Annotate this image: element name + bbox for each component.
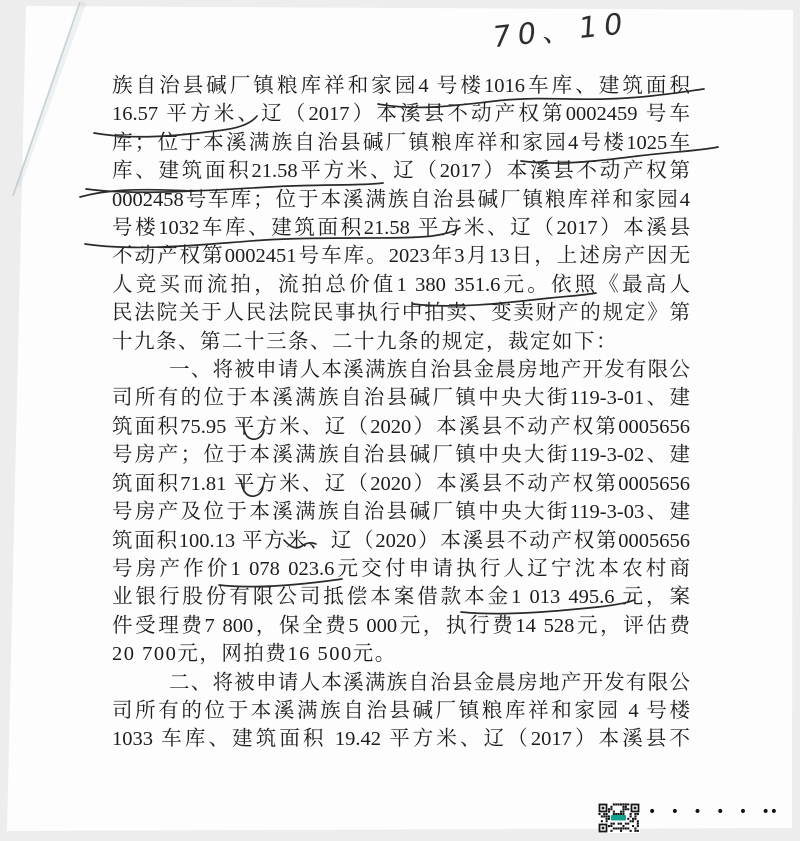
text-line: 件受理费7 800，保全费5 000元，执行费14 528元，评估费 — [112, 614, 690, 637]
text-line: 号房产及位于本溪满族自治县碱厂镇中央大街119-3-03、建 — [112, 501, 690, 524]
text-line: 人竞买而流拍，流拍总价值1 380 351.6元。依照《最高人 — [112, 273, 690, 296]
qr-center-logo — [611, 815, 626, 821]
text-line: 筑面积75.95 平方米、辽（2020）本溪县不动产权第0005656 — [112, 415, 690, 438]
dot-row: • • • • • •• — [648, 804, 779, 820]
text-line: 二、将被申请人本溪满族自治县金晨房地产开发有限公 — [169, 671, 690, 694]
text-line: 1033 车库、建筑面积 19.42 平方米、辽（2017）本溪县不 — [112, 728, 690, 751]
text-line: 业银行股份有限公司抵偿本案借款本金1 013 495.6 元，案 — [112, 586, 690, 609]
text-line: 族自治县碱厂镇粮库祥和家园4 号楼1016车库、建筑面积 — [112, 75, 690, 97]
text-line: 不动产权第0002451号车库。2023年3月13日，上述房产因无 — [112, 245, 690, 268]
text-line: 筑面积71.81 平方米、辽（2020）本溪县不动产权第0005656 — [112, 472, 690, 495]
text-line: 十九条、第二十三条、二十九条的规定，裁定如下： — [112, 330, 618, 353]
text-line: 号房产作价1 078 023.6元交付申请执行人辽宁沈本农村商 — [112, 557, 690, 580]
text-line: 司所有的位于本溪满族自治县碱厂镇中央大街119-3-01、建 — [112, 387, 690, 410]
text-line: 20 700元，网拍费16 500元。 — [112, 643, 397, 666]
text-line: 库；位于本溪满族自治县碱厂镇粮库祥和家园4号楼1025车 — [112, 131, 690, 154]
text-line: 0002458号车库；位于本溪满族自治县碱厂镇粮库祥和家园4 — [112, 188, 690, 211]
text-line: 民法院关于人民法院民事执行中拍卖、变卖财产的规定》第 — [112, 302, 690, 325]
text-line: 16.57 平方米、辽（2017）本溪县不动产权第0002459 号车 — [112, 103, 690, 126]
text-line: 号楼1032车库、建筑面积21.58 平方米、辽（2017）本溪县 — [112, 217, 690, 240]
qr-code — [598, 803, 640, 833]
text-line: 一、将被申请人本溪满族自治县金晨房地产开发有限公 — [169, 359, 690, 382]
document-body — [112, 72, 690, 754]
text-line: 筑面积100.13 平方米、辽（2020）本溪县不动产权第0005656 — [112, 529, 690, 552]
text-line: 号房产；位于本溪满族自治县碱厂镇中央大街119-3-02、建 — [112, 444, 690, 467]
text-line: 司所有的位于本溪满族自治县碱厂镇粮库祥和家园 4 号楼 — [112, 699, 690, 722]
handwritten-note: 70、10 — [491, 5, 631, 55]
text-line: 库、建筑面积21.58平方米、辽（2017）本溪县不动产权第 — [112, 160, 690, 183]
